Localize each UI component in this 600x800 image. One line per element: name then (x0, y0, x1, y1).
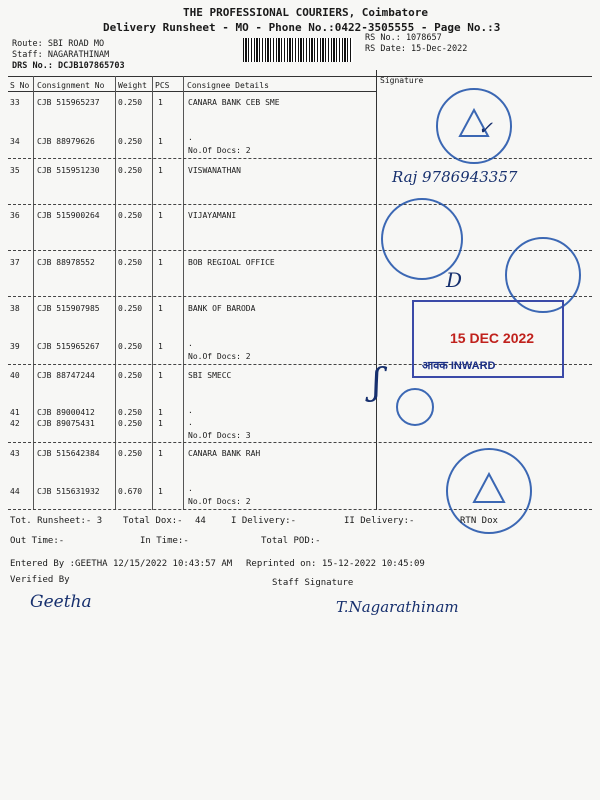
col-consignee: Consignee Details (187, 81, 269, 90)
row-divider (8, 296, 592, 297)
row-divider (8, 442, 592, 443)
col-signature: Signature (380, 76, 424, 85)
row-consignment: CJB 515900264 (37, 211, 100, 220)
row-consignment: CJB 88978552 (37, 258, 95, 267)
row-sno: 41 (10, 408, 20, 417)
column-divider (183, 76, 184, 510)
i-delivery: I Delivery:- (231, 516, 297, 526)
row-weight: 0.250 (118, 211, 143, 220)
row-consignment: CJB 515965237 (37, 98, 100, 107)
in-time: In Time:- (140, 536, 189, 546)
row-consignment: CJB 89075431 (37, 419, 95, 428)
col-sno: S No (10, 81, 30, 90)
staff-signature-label: Staff Signature (272, 578, 354, 588)
row-docs: No.Of Docs: 2 (188, 497, 251, 506)
row-divider (8, 250, 592, 251)
handwritten-mark: D (446, 268, 463, 292)
verified-by: Verified By (10, 575, 70, 585)
barcode (243, 38, 353, 62)
row-consignment: CJB 515631932 (37, 487, 100, 496)
row-weight: 0.250 (118, 371, 143, 380)
row-divider (8, 204, 592, 205)
staff-signature: T.Nagarathinam (336, 598, 459, 616)
row-sno: 36 (10, 211, 20, 220)
row-consignee: BANK OF BARODA (188, 304, 256, 313)
row-consignment: CJB 515907985 (37, 304, 100, 313)
table-header-rule (8, 91, 376, 92)
row-pcs: 1 (158, 304, 163, 313)
row-pcs: 1 (158, 408, 163, 417)
row-consignee: SBI SMECC (188, 371, 232, 380)
row-consignment: CJB 89000412 (37, 408, 95, 417)
rtn-dox: RTN Dox (460, 516, 498, 526)
ii-delivery: II Delivery:- (344, 516, 415, 526)
row-weight: 0.670 (118, 487, 143, 496)
row-consignee: . (188, 418, 193, 427)
bank-seal-stamp (436, 88, 512, 164)
column-divider (115, 76, 116, 510)
row-pcs: 1 (158, 166, 163, 175)
drs-label: DRS No.: DCJB107865703 (12, 61, 125, 71)
row-pcs: 1 (158, 98, 163, 107)
total-dox-value: 44 (195, 516, 206, 526)
row-consignee: VISWANATHAN (188, 166, 241, 175)
row-weight: 0.250 (118, 137, 143, 146)
row-pcs: 1 (158, 487, 163, 496)
row-weight: 0.250 (118, 166, 143, 175)
handwritten-scribble: ʃ (372, 362, 382, 403)
col-pcs: PCS (155, 81, 170, 90)
row-sno: 38 (10, 304, 20, 313)
row-pcs: 1 (158, 449, 163, 458)
row-consignment: CJB 88747244 (37, 371, 95, 380)
inward-stamp-label: आवक INWARD (422, 360, 496, 372)
row-sno: 35 (10, 166, 20, 175)
row-sno: 42 (10, 419, 20, 428)
handwritten-phone: Raj 9786943357 (392, 168, 518, 186)
route-label: Route: SBI ROAD MO (12, 39, 105, 49)
row-weight: 0.250 (118, 304, 143, 313)
row-consignment: CJB 515951230 (37, 166, 100, 175)
row-sno: 34 (10, 137, 20, 146)
total-dox-label: Total Dox:- (123, 516, 183, 526)
row-sno: 39 (10, 342, 20, 351)
inward-stamp-date: 15 DEC 2022 (450, 330, 535, 346)
row-pcs: 1 (158, 419, 163, 428)
row-pcs: 1 (158, 342, 163, 351)
row-consignee: CANARA BANK RAH (188, 449, 261, 458)
entered-by: Entered By :GEETHA 12/15/2022 10:43:57 AM (10, 559, 233, 569)
row-pcs: 1 (158, 371, 163, 380)
row-sno: 40 (10, 371, 20, 380)
company-name: THE PROFESSIONAL COURIERS, Coimbatore (183, 6, 429, 19)
delivery-signature: ✓ (478, 118, 494, 139)
row-sno: 44 (10, 487, 20, 496)
reprinted-on: Reprinted on: 15-12-2022 10:45:09 (246, 559, 425, 569)
row-weight: 0.250 (118, 449, 143, 458)
rs-number: RS No.: 1078657 (365, 33, 442, 43)
row-weight: 0.250 (118, 258, 143, 267)
rs-date: RS Date: 15-Dec-2022 (365, 44, 468, 54)
signature-divider (376, 70, 377, 510)
row-weight: 0.250 (118, 408, 143, 417)
small-seal-stamp (396, 388, 434, 426)
row-consignee: VIJAYAMANI (188, 211, 237, 220)
row-docs: No.Of Docs: 2 (188, 146, 251, 155)
row-pcs: 1 (158, 137, 163, 146)
column-divider (152, 76, 153, 510)
column-divider (33, 76, 34, 510)
row-sno: 33 (10, 98, 20, 107)
table-top-rule (8, 76, 592, 77)
verified-signature: Geetha (30, 592, 92, 612)
row-consignment: CJB 515965267 (37, 342, 100, 351)
row-consignee: . (188, 484, 193, 493)
row-pcs: 1 (158, 258, 163, 267)
row-weight: 0.250 (118, 342, 143, 351)
row-consignee: . (188, 406, 193, 415)
row-sno: 43 (10, 449, 20, 458)
row-consignee: CANARA BANK CEB SME (188, 98, 280, 107)
row-consignee: BOB REGIOAL OFFICE (188, 258, 275, 267)
triangle-logo-icon (438, 90, 510, 162)
out-time: Out Time:- (10, 536, 65, 546)
col-weight: Weight (118, 81, 147, 90)
row-docs: No.Of Docs: 2 (188, 352, 251, 361)
row-sno: 37 (10, 258, 20, 267)
total-pod: Total POD:- (261, 536, 321, 546)
inward-stamp-box (412, 300, 564, 378)
row-pcs: 1 (158, 211, 163, 220)
row-consignee: . (188, 339, 193, 348)
row-docs: No.Of Docs: 3 (188, 431, 251, 440)
row-consignment: CJB 515642384 (37, 449, 100, 458)
row-weight: 0.250 (118, 419, 143, 428)
tot-runsheet: Tot. Runsheet:- 3 (10, 516, 103, 526)
row-weight: 0.250 (118, 98, 143, 107)
row-consignment: CJB 88979626 (37, 137, 95, 146)
staff-label: Staff: NAGARATHINAM (12, 50, 110, 60)
runsheet-title: Delivery Runsheet - MO - Phone No.:0422-3505555 - Page No.:3 (103, 21, 501, 34)
row-consignee: . (188, 133, 193, 142)
col-consignment: Consignment No (37, 81, 105, 90)
